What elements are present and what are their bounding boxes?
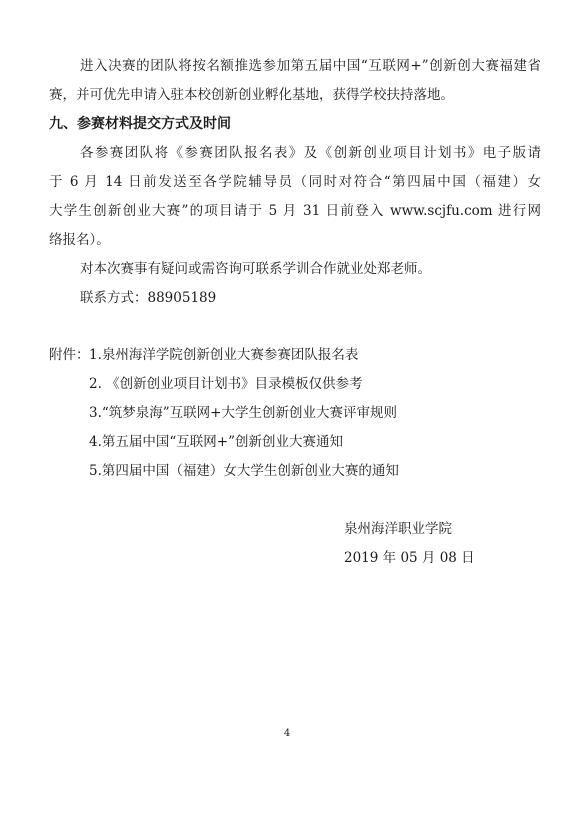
attachment-item-5: 5.第四届中国（福建）女大学生创新创业大赛的通知 (89, 463, 399, 479)
paragraph-finals-line-2: 赛，并可优先申请入驻本校创新创业孵化基地，获得学校扶持落地。 (49, 87, 454, 103)
paragraph-submission-line-1: 各参赛团队将《参赛团队报名表》及《创新创业项目计划书》电子版请 (80, 145, 541, 161)
attachment-item-2: 2. 《创新创业项目计划书》目录模板仅供参考 (89, 376, 363, 392)
attachment-item-4: 4.第五届中国“互联网+”创新创业大赛通知 (89, 434, 343, 450)
signature-date: 2019 年 05 月 08 日 (344, 550, 475, 566)
paragraph-finals-line-1: 进入决赛的团队将按名额推选参加第五届中国“互联网+”创新创大赛福建省 (80, 58, 541, 74)
attachment-item-3: 3.“筑梦泉海”互联网+大学生创新创业大赛评审规则 (89, 405, 397, 421)
section-heading: 九、参赛材料提交方式及时间 (49, 116, 231, 132)
paragraph-submission-line-3: 大学生创新创业大赛”的项目请于 5 月 31 日前登入 www.scjfu.com 进行网 (49, 203, 541, 219)
attachment-item-1: 1.泉州海洋学院创新创业大赛参赛团队报名表 (89, 347, 359, 363)
signature-organization: 泉州海洋职业学院 (344, 521, 452, 537)
paragraph-submission-line-2: 于 6 月 14 日前发送至各学院辅导员（同时对符合“第四届中国（福建）女 (49, 174, 541, 190)
paragraph-inquiry: 对本次赛事有疑问或需咨询可联系学训合作就业处郑老师。 (80, 261, 431, 277)
attachments-label: 附件： (49, 347, 90, 363)
page-number: 4 (283, 728, 291, 739)
contact-info: 联系方式：88905189 (80, 290, 217, 306)
paragraph-submission-line-4: 络报名）。 (49, 232, 110, 248)
